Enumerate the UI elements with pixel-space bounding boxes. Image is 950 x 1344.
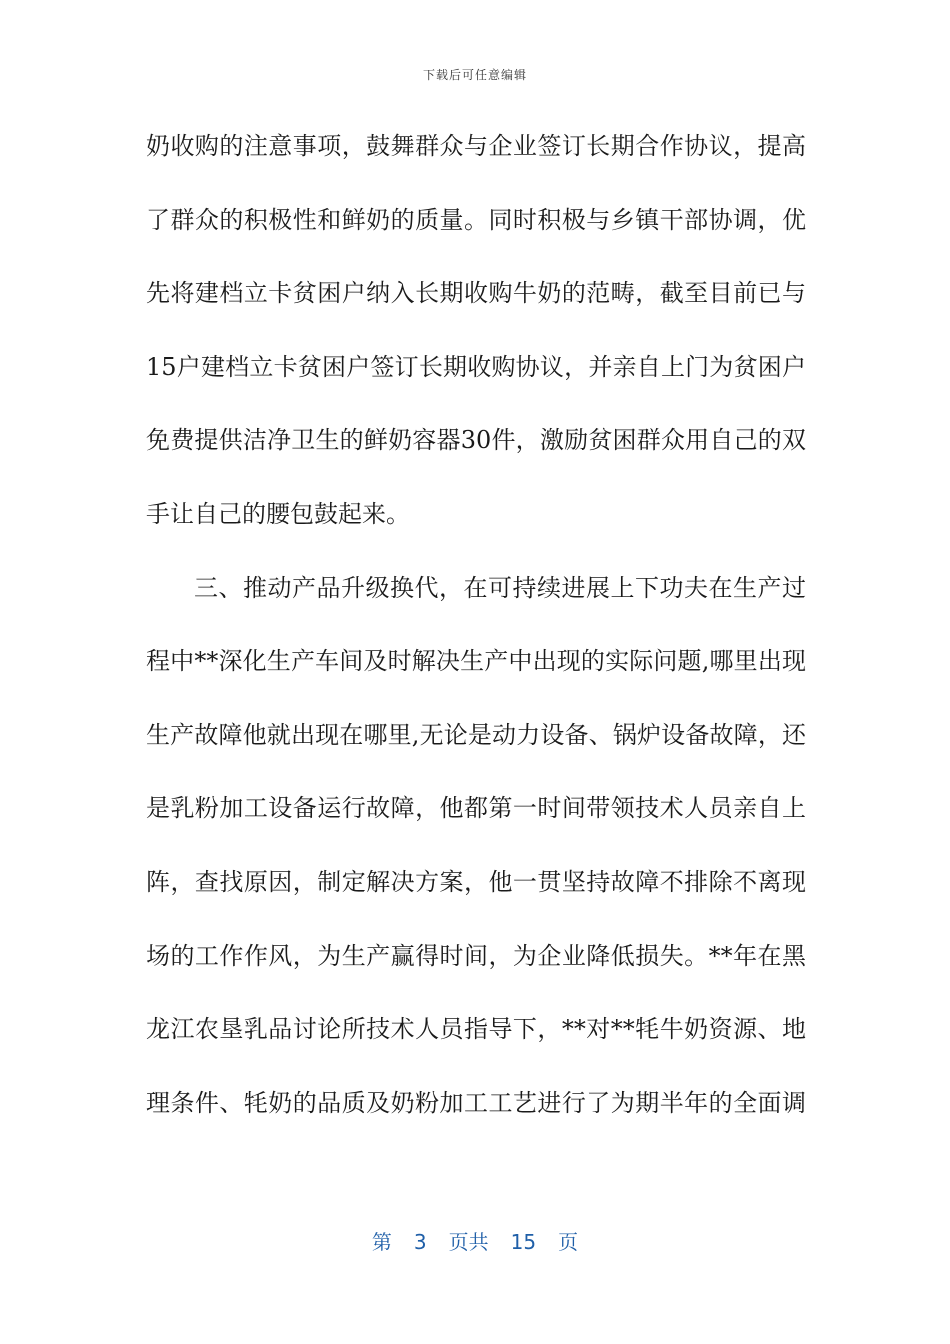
document-body (146, 110, 806, 1140)
text-line: 手让自己的腰包鼓起来。 (146, 499, 410, 528)
page-footer (0, 1226, 950, 1255)
page-header-note: 下载后可任意编辑 (422, 68, 527, 82)
text-line: 龙江农垦乳品讨论所技术人员指导下，**对**牦牛奶资源、地 (146, 1015, 806, 1044)
page-word: 第 (371, 1230, 392, 1254)
text-line: 先将建档立卡贫困户纳入长期收购牛奶的范畴，截至目前已与 (146, 279, 806, 308)
text-line: 场的工作作风，为生产赢得时间，为企业降低损失。**年在黑 (146, 941, 806, 970)
text-line: 是乳粉加工设备运行故障，他都第一时间带领技术人员亲自上 (146, 794, 806, 823)
current-page-number: 3 (413, 1230, 427, 1254)
text-line: 15户建档立卡贫困户签订长期收购协议，并亲自上门为贫困户 (146, 352, 806, 381)
text-line: 程中**深化生产车间及时解决生产中出现的实际问题,哪里出现 (146, 647, 806, 676)
text-line: 理条件、牦奶的品质及奶粉加工工艺进行了为期半年的全面调 (146, 1088, 806, 1117)
page-total-word: 页共 (448, 1230, 489, 1254)
text-line: 三、推动产品升级换代，在可持续进展上下功夫在生产过 (194, 573, 806, 602)
text-line: 免费提供洁净卫生的鲜奶容器30件，激励贫困群众用自己的双 (146, 426, 806, 455)
paragraph-2 (146, 552, 806, 1141)
page-end-word: 页 (558, 1230, 579, 1254)
text-line: 了群众的积极性和鲜奶的质量。同时积极与乡镇干部协调，优 (146, 205, 806, 234)
total-pages-number: 15 (510, 1230, 537, 1254)
text-line: 生产故障他就出现在哪里,无论是动力设备、锅炉设备故障，还 (146, 720, 806, 749)
text-line: 阵，查找原因，制定解决方案，他一贯坚持故障不排除不离现 (146, 867, 806, 896)
text-line: 奶收购的注意事项，鼓舞群众与企业签订长期合作协议，提高 (146, 132, 806, 160)
paragraph-1 (146, 110, 806, 552)
